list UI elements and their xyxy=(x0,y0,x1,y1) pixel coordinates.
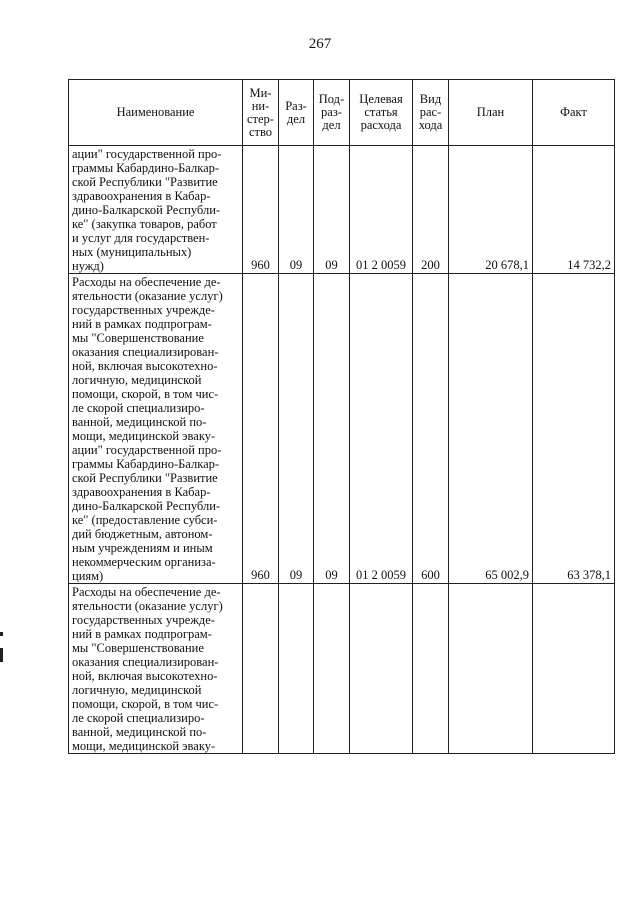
scan-margin-mark xyxy=(0,648,3,662)
row-fact: 63 378,1 xyxy=(533,274,615,584)
row-section: 09 xyxy=(279,146,314,274)
row-subsection: 09 xyxy=(314,146,350,274)
row-plan: 20 678,1 xyxy=(449,146,533,274)
row-name: Расходы на обеспечение де- ятельности (оказание услуг) государственных учрежде- ний в рамках подпрограм- мы "Совершенствование оказания специализирован- ной, включая высокотехно- логичную, медицинской помощи, скорой, в том чис- ле скорой специализиро- ванной, медицинской по- мощи, медицинской эваку- ации" государственной про- граммы Кабардино-Балкар- ской Республики "Развитие здравоохранения в Кабар- дино-Балкарской Республи- ке" (предоставление субси- дий бюджетным, автоном- ным учреждениям и иным некоммерческим организа- циям) xyxy=(69,274,243,584)
table-row xyxy=(69,146,615,274)
header-fact: Факт xyxy=(533,80,615,146)
table-row xyxy=(69,274,615,584)
header-target: Целевая статья расхода xyxy=(350,80,413,146)
row-name: ации" государственной про- граммы Кабардино-Балкар- ской Республики "Развитие здравоохранения в Кабар- дино-Балкарской Республи- ке" (закупка товаров, работ и услуг для государствен- ных (муниципальных) нужд) xyxy=(69,146,243,274)
row-expense-type xyxy=(413,584,449,754)
row-section xyxy=(279,584,314,754)
row-subsection xyxy=(314,584,350,754)
row-target: 01 2 0059 xyxy=(350,274,413,584)
row-plan: 65 002,9 xyxy=(449,274,533,584)
row-expense-type: 600 xyxy=(413,274,449,584)
header-ministry: Ми- ни- стер- ство xyxy=(243,80,279,146)
table-row xyxy=(69,584,615,754)
row-section: 09 xyxy=(279,274,314,584)
header-row xyxy=(69,80,615,146)
row-name: Расходы на обеспечение де- ятельности (оказание услуг) государственных учрежде- ний в рамках подпрограм- мы "Совершенствование оказания специализирован- ной, включая высокотехно- логичную, медицинской помощи, скорой, в том чис- ле скорой специализиро- ванной, медицинской по- мощи, медицинской эваку- xyxy=(69,584,243,754)
header-subsection: Под- раз- дел xyxy=(314,80,350,146)
header-expense-type: Вид рас- хода xyxy=(413,80,449,146)
row-fact xyxy=(533,584,615,754)
row-subsection: 09 xyxy=(314,274,350,584)
row-ministry xyxy=(243,584,279,754)
row-ministry: 960 xyxy=(243,274,279,584)
scan-margin-mark xyxy=(0,632,3,636)
header-plan: План xyxy=(449,80,533,146)
header-section: Раз- дел xyxy=(279,80,314,146)
page-number: 267 xyxy=(308,36,332,52)
header-name: Наименование xyxy=(69,80,243,146)
row-plan xyxy=(449,584,533,754)
row-expense-type: 200 xyxy=(413,146,449,274)
row-target xyxy=(350,584,413,754)
budget-table xyxy=(68,79,615,754)
row-fact: 14 732,2 xyxy=(533,146,615,274)
row-ministry: 960 xyxy=(243,146,279,274)
row-target: 01 2 0059 xyxy=(350,146,413,274)
